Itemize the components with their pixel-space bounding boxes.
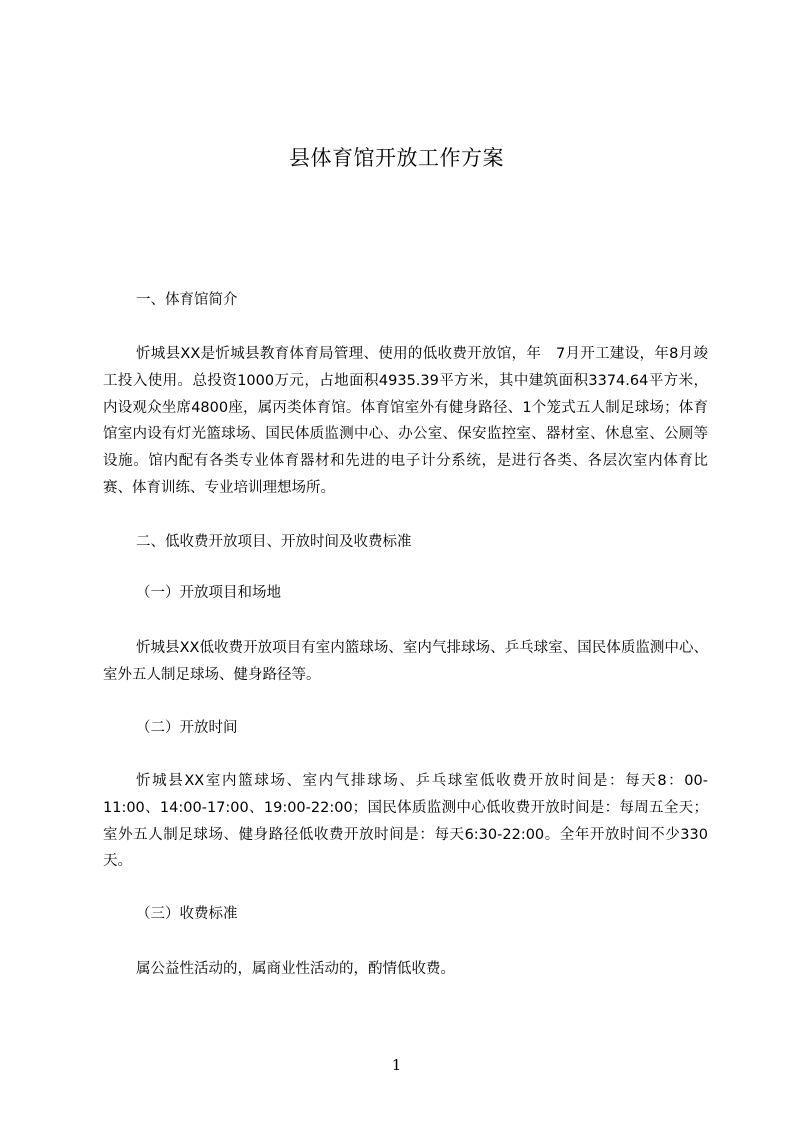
page-number: 1 (391, 1056, 402, 1074)
subsection-heading-time: （二）开放时间 (136, 720, 238, 736)
section-paragraph-intro: 忻城县XX是忻城县教育体育局管理、使用的低收费开放馆，年 7月开工建设，年8月竣工投入使用。总投资1000万元，占地面积4935.39平方米，其中建筑面积3374.64平方米，内设观众坐席4800座，属丙类体育馆。体育馆室外有健身路径、1个笼式五人制足球场；体育馆室内设有灯光篮球场、国民体质监测中心、办公室、保安监控室、器材室、休息室、公厕等设施。馆内配有各类专业体育器材和先进的电子计分系统，是进行各类、各层次室内体育比赛、体育训练、专业培训理想场所。 (103, 346, 708, 496)
section-heading-intro: 一、体育馆简介 (136, 292, 238, 308)
subsection-heading-projects: （一）开放项目和场地 (136, 585, 281, 601)
section-heading-projects-time-fees: 二、低收费开放项目、开放时间及收费标准 (136, 534, 412, 550)
subsection-paragraph-fees: 属公益性活动的，属商业性活动的，酌情低收费。 (136, 961, 455, 977)
subsection-paragraph-projects: 忻城县XX低收费开放项目有室内篮球场、室内气排球场、乒乓球室、国民体质监测中心、室外五人制足球场、健身路径等。 (103, 640, 708, 683)
subsection-heading-fees: （三）收费标准 (136, 906, 238, 922)
document-title: 县体育馆开放工作方案 (289, 146, 504, 170)
subsection-paragraph-time: 忻城县XX室内篮球场、室内气排球场、乒乓球室低收费开放时间是：每天8：00-11:00、14:00-17:00、19:00-22:00；国民体质监测中心低收费开放时间是：每周五全天；室外五人制足球场、健身路径低收费开放时间是：每天6:30-22:00。全年开放时间不少330天。 (103, 773, 708, 870)
